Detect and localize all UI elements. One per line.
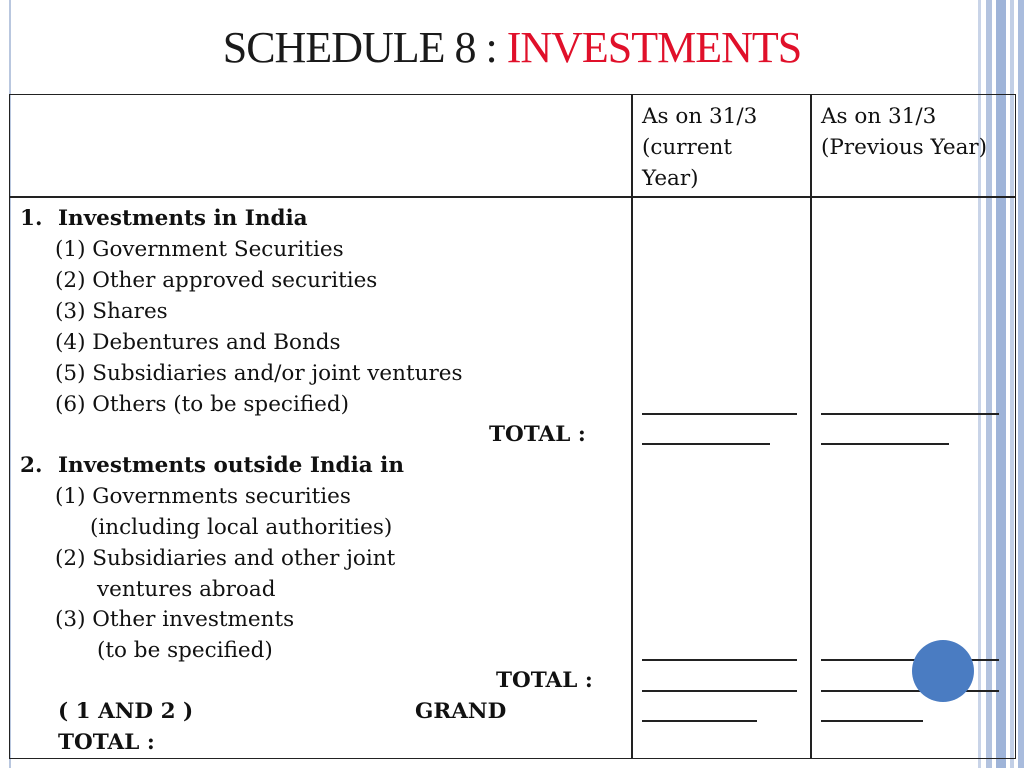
section1-number: 1. [20,206,43,231]
grand-total-suffix: TOTAL : [58,730,155,755]
schedule-table [9,94,1016,759]
header-previous-line: (Previous Year) [821,135,988,160]
section1-item: (4) Debentures and Bonds [55,330,341,355]
blank-line [642,413,797,415]
blank-line [642,443,770,445]
section2-total-label: TOTAL : [496,668,593,693]
section1-total-label: TOTAL : [489,422,586,447]
section1-item: (1) Government Securities [55,237,344,262]
section2-item: (2) Subsidiaries and other joint [55,546,396,571]
title-prefix: SCHEDULE 8 : [222,23,507,72]
header-current-line: Year) [642,166,699,191]
column-header-previous [821,101,987,163]
section1-item: (3) Shares [55,299,168,324]
blank-line [821,720,923,722]
header-current-line: (current [642,135,733,160]
section1-item: (6) Others (to be specified) [55,392,350,417]
blank-line [642,720,757,722]
blank-line [821,413,999,415]
grand-total-scope: ( 1 AND 2 ) [58,699,194,724]
section2-heading: Investments outside India in [58,453,404,478]
section2-item: (including local authorities) [90,515,393,540]
column-divider-2 [810,95,812,758]
blank-line [821,443,949,445]
grand-total-label: GRAND [415,699,507,724]
header-previous-line: As on 31/3 [821,104,937,129]
section1-item: (5) Subsidiaries and/or joint ventures [55,361,463,386]
section1-item: (2) Other approved securities [55,268,378,293]
section2-item: (to be specified) [97,638,273,663]
section2-item: (1) Governments securities [55,484,351,509]
page-title [0,22,1024,73]
column-divider-1 [631,95,633,758]
header-current-line: As on 31/3 [642,104,758,129]
blank-line [642,659,797,661]
header-divider [10,196,1015,198]
section1-heading: Investments in India [58,206,308,231]
blank-line [821,690,999,692]
title-accent: INVESTMENTS [506,23,802,72]
section2-number: 2. [20,453,43,478]
pointer-dot [912,640,974,702]
section2-item: (3) Other investments [55,607,295,632]
column-header-current [642,101,757,194]
section2-item: ventures abroad [97,577,276,602]
blank-line [642,690,797,692]
